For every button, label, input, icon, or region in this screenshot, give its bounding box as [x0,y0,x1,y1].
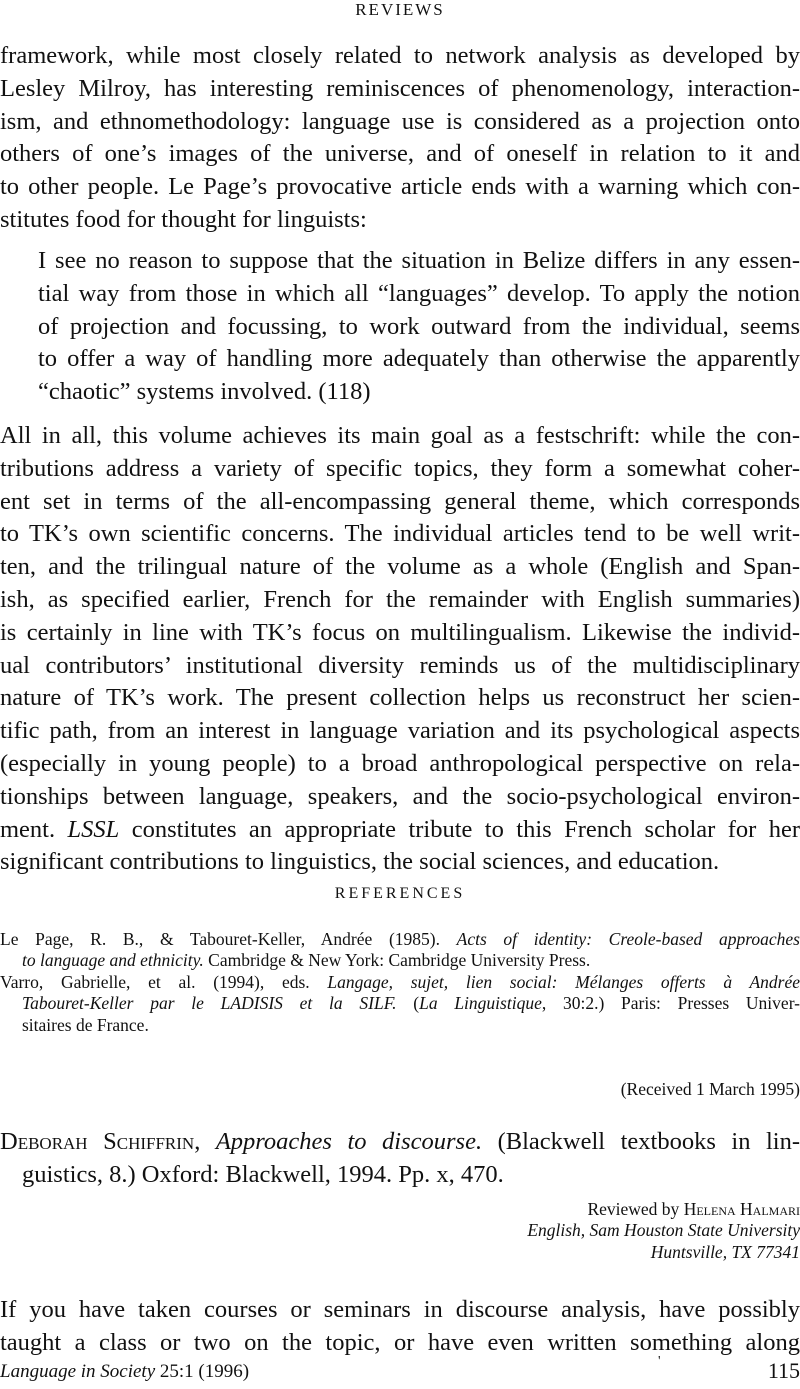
text-line [22,950,590,971]
text-line: ten, and the trilingual nature of the volume as a whole (English and Span- [0,553,800,581]
text-line: tial way from those in which all “languages” develop. To apply the notion [38,279,800,307]
book-author: Deborah Schiffrin [0,1128,195,1155]
text-line: tific path, from an interest in language variation and its psychological aspects [0,717,800,745]
italic-title: LSSL [67,815,120,843]
reviewer-block [527,1199,800,1263]
text-line [0,929,800,950]
reviewer-name: Helena Halmari [683,1199,800,1219]
text-line [0,972,800,993]
text-line: tributions address a variety of specific topics, they form a somewhat coher- [0,454,800,482]
references-heading: REFERENCES [334,885,466,902]
text-line: framework, while most closely related to network analysis as developed by [0,42,800,69]
affiliation-text: English, Sam Houston State University [527,1220,800,1241]
text-line: to other people. Le Page’s provocative article ends with a warning which con- [0,173,800,201]
text-line: taught a class or two on the topic, or have even written something along [0,1328,800,1356]
received-date: (Received 1 March 1995) [620,1079,800,1099]
italic-title: Acts of identity: Creole-based approaches [456,929,800,949]
text-line [22,993,800,1014]
text-line: ish, as specified earlier, French for the remainder with English summaries) [0,586,800,613]
footer-journal [0,1361,249,1383]
text-line: I see no reason to suppose that the situation in Belize differs in any essen- [38,247,800,274]
text-line: is certainly in line with TK’s focus on multilingualism. Likewise the individ- [0,618,800,646]
text-line: If you have taken courses or seminars in discourse analysis, have possibly [0,1296,800,1323]
text-line: to offer a way of handling more adequately than otherwise the apparently [38,345,800,373]
text-line: to TK’s own scientific concerns. The individual articles tend to be well writ- [0,520,800,548]
text-line: sitaires de France. [22,1014,149,1035]
text-line: tionships between language, speakers, and the socio-psychological environ- [0,782,800,810]
text-run: Cambridge & New York: Cambridge University Press. [203,950,591,971]
text-run: (Blackwell textbooks in lin- [482,1128,800,1155]
text-line [0,1126,800,1159]
text-line: significant contributions to linguistics, the social sciences, and education. [0,848,720,876]
reviewer-location [527,1242,800,1263]
text-line: “chaotic” systems involved. (118) [38,378,371,406]
volume-info: 25:1 (1996) [155,1361,250,1382]
running-head: REVIEWS [355,0,445,19]
text-line: nature of TK’s work. The present collection helps us reconstruct her scien- [0,684,800,712]
text-line: others of one’s images of the universe, and of oneself in relation to it and [0,140,800,168]
text-line: of projection and focussing, to work outward from the individual, seems [38,312,800,340]
text-line: ent set in terms of the all-encompassing general theme, which corresponds [0,487,800,515]
book-title: Approaches to discourse. [215,1128,483,1155]
journal-title: Language in Society [0,1361,156,1382]
text-run: ( [396,993,420,1014]
reviewer-affiliation [527,1220,800,1241]
text-run: Le Page, R. B., & Tabouret-Keller, Andrée (1985). [0,929,457,949]
text-run: , [194,1128,216,1155]
italic-title: Tabouret-Keller par le LADISIS et la SILF. [22,993,397,1014]
text-run: constitutes an appropriate tribute to this French scholar for her [119,815,800,843]
italic-title: La Linguistique [419,993,542,1014]
text-line: ual contributors’ institutional diversity reminds us of the multidisciplinary [0,651,800,679]
location-text: Huntsville, TX 77341 [650,1241,800,1262]
reviewer-line [527,1199,800,1220]
footer-mark: ' [658,1354,661,1369]
italic-title: Langage, sujet, lien social: Mélanges offerts à Andrée [327,972,800,992]
text-run: Reviewed by [587,1199,684,1219]
text-line: All in all, this volume achieves its main goal as a festschrift: while the con- [0,422,800,449]
text-run: ment. [0,815,68,843]
text-line: ism, and ethnomethodology: language use is considered as a projection onto [0,107,800,135]
text-run: , 30:2.) Paris: Presses Univer- [541,993,800,1014]
text-line: guistics, 8.) Oxford: Blackwell, 1994. Pp. x, 470. [22,1160,504,1188]
page-number: 115 [767,1358,800,1383]
italic-title: to language and ethnicity. [22,950,204,971]
text-line [0,814,800,847]
text-line: stitutes food for thought for linguists: [0,206,367,233]
text-run: Varro, Gabrielle, et al. (1994), eds. [0,972,328,992]
text-line: (especially in young people) to a broad anthropological perspective on rela- [0,750,800,777]
text-line: Lesley Milroy, has interesting reminiscences of phenomenology, interaction- [0,74,800,102]
